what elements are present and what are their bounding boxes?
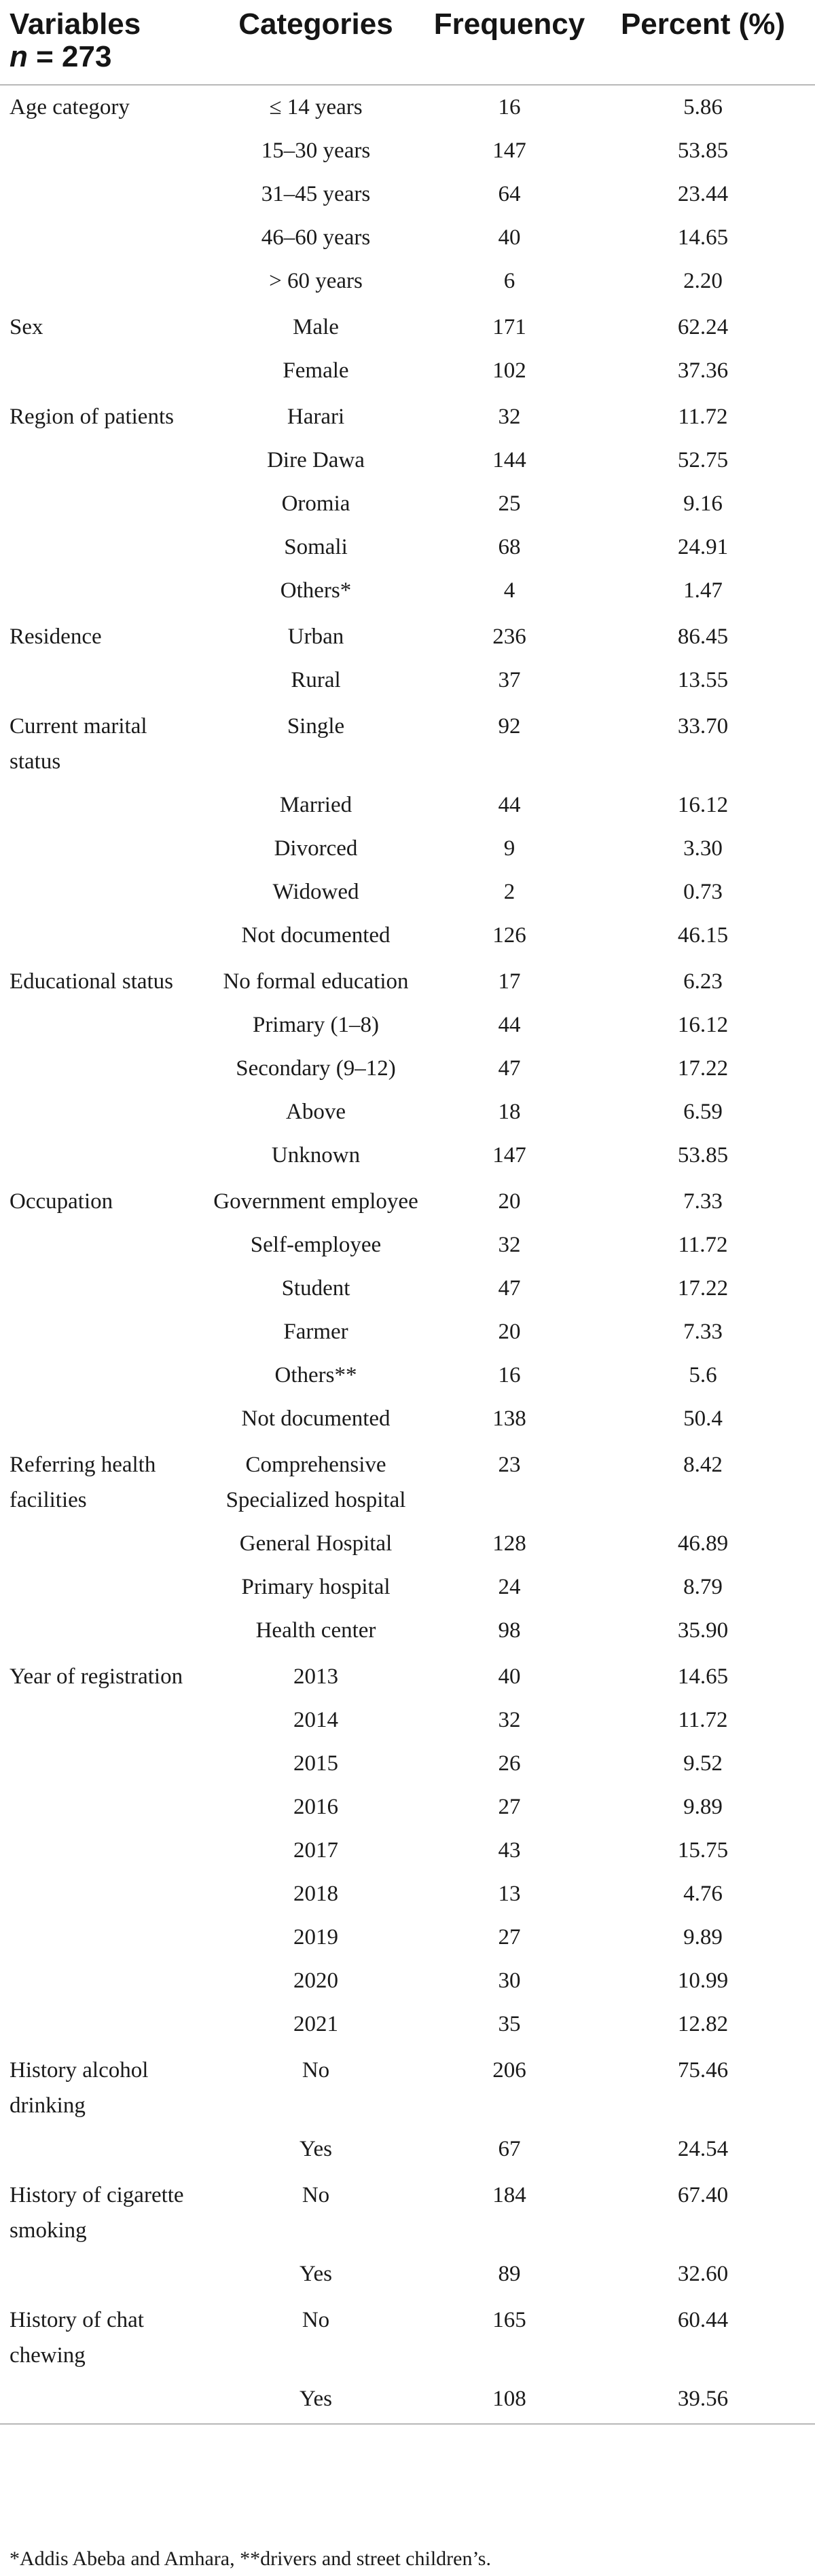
percent-cell: 8.79 xyxy=(683,1575,723,1599)
frequency-cell: 40 xyxy=(498,1664,521,1689)
table-row xyxy=(0,1565,815,1609)
table-row xyxy=(0,960,815,1003)
table-row xyxy=(0,129,815,172)
variable-name: History alcohol drinking xyxy=(10,2058,149,2118)
frequency-cell: 236 xyxy=(492,624,526,649)
variable-name xyxy=(0,1698,204,1742)
category-cell: 2015 xyxy=(293,1751,338,1776)
header-frequency: Frequency xyxy=(428,0,591,85)
table-row xyxy=(0,349,815,395)
percent-cell: 16.12 xyxy=(677,1013,729,1037)
footnote: *Addis Abeba and Amhara, **drivers and street children’s. xyxy=(10,2547,491,2570)
percent-cell: 15.75 xyxy=(677,1838,729,1863)
table-row xyxy=(0,482,815,525)
table-row xyxy=(0,2049,815,2127)
frequency-cell: 32 xyxy=(498,1233,521,1257)
variable-name xyxy=(0,1916,204,1959)
percent-cell: 67.40 xyxy=(677,2183,729,2207)
table-row xyxy=(0,1267,815,1310)
table-row xyxy=(0,216,815,259)
category-cell: Rural xyxy=(291,668,341,692)
percent-cell: 9.16 xyxy=(683,491,723,516)
category-cell: Primary hospital xyxy=(241,1575,391,1599)
percent-cell: 50.4 xyxy=(683,1406,723,1431)
frequency-cell: 17 xyxy=(498,969,521,994)
table-row xyxy=(0,1223,815,1267)
frequency-cell: 4 xyxy=(503,578,515,603)
variable-name xyxy=(0,2252,204,2298)
table-row xyxy=(0,1090,815,1134)
frequency-cell: 138 xyxy=(492,1406,526,1431)
header-variables xyxy=(0,0,204,85)
category-cell: No xyxy=(302,2308,330,2332)
frequency-cell: 68 xyxy=(498,535,521,559)
category-cell: Yes xyxy=(299,2137,333,2161)
variable-name: Current marital status xyxy=(10,714,147,774)
category-cell: 2019 xyxy=(293,1925,338,1949)
table-row xyxy=(0,1310,815,1354)
percent-cell: 13.55 xyxy=(677,668,729,692)
frequency-cell: 23 xyxy=(498,1453,521,1477)
frequency-cell: 18 xyxy=(498,1100,521,1124)
variable-name xyxy=(0,2002,204,2049)
category-cell: Not documented xyxy=(241,923,391,948)
category-cell: Oromia xyxy=(281,491,350,516)
category-cell: 2014 xyxy=(293,1708,338,1732)
category-cell: Comprehensive Specialized hospital xyxy=(225,1453,406,1512)
variable-name xyxy=(0,783,204,827)
variable-name xyxy=(0,1609,204,1655)
category-cell: > 60 years xyxy=(269,269,363,293)
frequency-cell: 6 xyxy=(503,269,515,293)
frequency-cell: 92 xyxy=(498,714,521,739)
category-cell: Not documented xyxy=(241,1406,391,1431)
frequency-cell: 206 xyxy=(492,2058,526,2083)
variable-name: Age category xyxy=(10,95,130,119)
table-row xyxy=(0,1872,815,1916)
category-cell: Others* xyxy=(280,578,352,603)
category-cell: 15–30 years xyxy=(261,138,371,163)
variable-name xyxy=(0,914,204,960)
variable-name: Occupation xyxy=(10,1189,113,1214)
category-cell: 2017 xyxy=(293,1838,338,1863)
table-row xyxy=(0,525,815,569)
variable-name: History of chat chewing xyxy=(10,2308,144,2368)
percent-cell: 23.44 xyxy=(677,182,729,206)
percent-cell: 9.52 xyxy=(683,1751,723,1776)
variable-name xyxy=(0,569,204,615)
category-cell: Others** xyxy=(274,1363,357,1387)
category-cell: Male xyxy=(293,315,339,339)
table-body xyxy=(0,85,815,2424)
table-header xyxy=(0,0,815,85)
table-row xyxy=(0,1829,815,1872)
frequency-cell: 128 xyxy=(492,1531,526,1556)
category-cell: Married xyxy=(279,793,352,817)
percent-cell: 39.56 xyxy=(591,2377,815,2424)
category-cell: Widowed xyxy=(272,880,359,904)
table-row xyxy=(0,1785,815,1829)
table-row xyxy=(0,1522,815,1565)
percent-cell: 11.72 xyxy=(678,1708,728,1732)
percent-cell: 8.42 xyxy=(683,1453,723,1477)
sample-size-label: n xyxy=(10,40,28,73)
variable-name: History of cigarette smoking xyxy=(10,2183,184,2243)
percent-cell: 10.99 xyxy=(677,1968,729,1993)
category-cell: 2013 xyxy=(293,1664,338,1689)
percent-cell: 9.89 xyxy=(683,1795,723,1819)
category-cell: Unknown xyxy=(271,1143,361,1168)
table-row xyxy=(0,783,815,827)
header-percent: Percent (%) xyxy=(591,0,815,85)
sample-size-value: = 273 xyxy=(27,40,112,73)
frequency-cell: 2 xyxy=(503,880,515,904)
category-cell: 2018 xyxy=(293,1882,338,1906)
variable-name xyxy=(0,1785,204,1829)
table-row xyxy=(0,1916,815,1959)
category-cell: Divorced xyxy=(274,836,358,861)
percent-cell: 24.91 xyxy=(677,535,729,559)
frequency-cell: 67 xyxy=(498,2137,521,2161)
category-cell: 2020 xyxy=(293,1968,338,1993)
table-row xyxy=(0,2173,815,2252)
table-row xyxy=(0,172,815,216)
variable-name xyxy=(0,1003,204,1047)
category-cell: Secondary (9–12) xyxy=(236,1056,396,1081)
variable-name xyxy=(0,129,204,172)
table-row xyxy=(0,438,815,482)
variable-name xyxy=(0,1742,204,1785)
variable-name: Region of patients xyxy=(10,405,174,429)
table-row xyxy=(0,2298,815,2377)
frequency-cell: 30 xyxy=(498,1968,521,1993)
category-cell: 2021 xyxy=(293,2012,338,2036)
percent-cell: 17.22 xyxy=(677,1276,729,1301)
table-row xyxy=(0,1698,815,1742)
table-row xyxy=(0,914,815,960)
variable-name xyxy=(0,438,204,482)
header-categories: Categories xyxy=(204,0,428,85)
table-row xyxy=(0,615,815,658)
category-cell: Single xyxy=(287,714,345,739)
table-row xyxy=(0,395,815,438)
frequency-cell: 47 xyxy=(498,1276,521,1301)
variable-name xyxy=(0,1047,204,1090)
category-cell: No xyxy=(302,2183,330,2207)
category-cell: Farmer xyxy=(283,1320,348,1344)
variable-name xyxy=(0,1565,204,1609)
table-row xyxy=(0,2252,815,2298)
percent-cell: 62.24 xyxy=(677,315,729,339)
table-row xyxy=(0,1742,815,1785)
category-cell: No formal education xyxy=(223,969,409,994)
variable-name: Referring health facilities xyxy=(10,1453,156,1512)
frequency-cell: 16 xyxy=(498,95,521,119)
variable-name xyxy=(0,1959,204,2002)
percent-cell: 5.6 xyxy=(689,1363,717,1387)
frequency-cell: 32 xyxy=(498,1708,521,1732)
header-row xyxy=(0,0,815,85)
category-cell: Female xyxy=(283,358,349,383)
frequency-cell: 35 xyxy=(498,2012,521,2036)
category-cell: Primary (1–8) xyxy=(252,1013,380,1037)
table-row xyxy=(0,1609,815,1655)
frequency-cell: 25 xyxy=(498,491,521,516)
frequency-cell: 24 xyxy=(498,1575,521,1599)
variable-name xyxy=(0,1522,204,1565)
percent-cell: 5.86 xyxy=(683,95,723,119)
percent-cell: 35.90 xyxy=(677,1618,729,1643)
frequency-cell: 47 xyxy=(498,1056,521,1081)
table-row xyxy=(0,305,815,349)
variable-name xyxy=(0,525,204,569)
percent-cell: 53.85 xyxy=(677,138,729,163)
variable-name xyxy=(0,1397,204,1443)
table-row xyxy=(0,1047,815,1090)
frequency-cell: 40 xyxy=(498,225,521,250)
percent-cell: 46.89 xyxy=(677,1531,729,1556)
percent-cell: 7.33 xyxy=(683,1320,723,1344)
percent-cell: 9.89 xyxy=(683,1925,723,1949)
percent-cell: 60.44 xyxy=(677,2308,729,2332)
percent-cell: 33.70 xyxy=(677,714,729,739)
percent-cell: 52.75 xyxy=(677,448,729,472)
category-cell: Yes xyxy=(299,2262,333,2286)
variable-name xyxy=(0,349,204,395)
table-row xyxy=(0,1354,815,1397)
category-cell: Dire Dawa xyxy=(267,448,365,472)
table-row xyxy=(0,259,815,305)
variable-name xyxy=(0,259,204,305)
frequency-cell: 144 xyxy=(492,448,526,472)
variable-name xyxy=(0,1134,204,1180)
percent-cell: 16.12 xyxy=(677,793,729,817)
table-row xyxy=(0,658,815,705)
percent-cell: 46.15 xyxy=(677,923,729,948)
category-cell: Urban xyxy=(287,624,344,649)
frequency-cell: 147 xyxy=(492,138,526,163)
table-row xyxy=(0,827,815,870)
frequency-cell: 126 xyxy=(492,923,526,948)
frequency-cell: 171 xyxy=(492,315,526,339)
variable-name: Year of registration xyxy=(10,1664,183,1689)
category-cell: 46–60 years xyxy=(261,225,371,250)
frequency-cell: 43 xyxy=(498,1838,521,1863)
category-cell: ≤ 14 years xyxy=(269,95,363,119)
percent-cell: 4.76 xyxy=(683,1882,723,1906)
variable-name xyxy=(0,1829,204,1872)
category-cell: General Hospital xyxy=(239,1531,393,1556)
variable-name xyxy=(0,658,204,705)
variable-name xyxy=(0,1354,204,1397)
variable-name xyxy=(0,216,204,259)
category-cell: 2016 xyxy=(293,1795,338,1819)
percent-cell: 75.46 xyxy=(677,2058,729,2083)
variable-name xyxy=(0,827,204,870)
frequency-cell: 26 xyxy=(498,1751,521,1776)
frequency-cell: 184 xyxy=(492,2183,526,2207)
frequency-cell: 20 xyxy=(498,1189,521,1214)
variable-name: Residence xyxy=(10,624,102,649)
percent-cell: 3.30 xyxy=(683,836,723,861)
category-cell: Above xyxy=(286,1100,346,1124)
header-sample-size xyxy=(10,41,204,73)
variable-name: Educational status xyxy=(10,969,174,994)
frequency-cell: 165 xyxy=(492,2308,526,2332)
frequency-cell: 9 xyxy=(503,836,515,861)
frequency-cell: 37 xyxy=(498,668,521,692)
table-row xyxy=(0,1003,815,1047)
percent-cell: 53.85 xyxy=(677,1143,729,1168)
percent-cell: 37.36 xyxy=(677,358,729,383)
percent-cell: 11.72 xyxy=(678,405,728,429)
percent-cell: 12.82 xyxy=(677,2012,729,2036)
variable-name xyxy=(0,2127,204,2173)
table-row xyxy=(0,870,815,914)
variable-name xyxy=(0,1872,204,1916)
frequency-cell: 98 xyxy=(498,1618,521,1643)
frequency-cell: 147 xyxy=(492,1143,526,1168)
percent-cell: 1.47 xyxy=(683,578,723,603)
frequency-cell: 89 xyxy=(498,2262,521,2286)
category-cell: Self-employee xyxy=(250,1233,382,1257)
frequency-cell: 32 xyxy=(498,405,521,429)
table-row xyxy=(0,1397,815,1443)
category-cell: Government employee xyxy=(213,1189,418,1214)
percent-cell: 17.22 xyxy=(677,1056,729,1081)
header-variables-label: Variables xyxy=(10,7,141,41)
category-cell: 31–45 years xyxy=(261,182,371,206)
frequency-cell: 44 xyxy=(498,1013,521,1037)
category-cell: No xyxy=(302,2058,330,2083)
percent-cell: 14.65 xyxy=(677,225,729,250)
category-cell: Student xyxy=(281,1276,350,1301)
variable-name xyxy=(0,172,204,216)
frequency-cell: 27 xyxy=(498,1925,521,1949)
table-row xyxy=(0,1180,815,1223)
frequency-cell: 108 xyxy=(428,2377,591,2424)
frequency-cell: 20 xyxy=(498,1320,521,1344)
percent-cell: 6.59 xyxy=(683,1100,723,1124)
percent-cell: 24.54 xyxy=(677,2137,729,2161)
variable-name xyxy=(0,1267,204,1310)
category-cell: Somali xyxy=(284,535,348,559)
variable-name xyxy=(0,1090,204,1134)
table-row xyxy=(0,2002,815,2049)
frequency-cell: 102 xyxy=(492,358,526,383)
percent-cell: 14.65 xyxy=(677,1664,729,1689)
category-cell: Yes xyxy=(204,2377,428,2424)
percent-cell: 11.72 xyxy=(678,1233,728,1257)
percent-cell: 7.33 xyxy=(683,1189,723,1214)
percent-cell: 0.73 xyxy=(683,880,723,904)
category-cell: Health center xyxy=(255,1618,376,1643)
percent-cell: 2.20 xyxy=(683,269,723,293)
variable-name xyxy=(0,870,204,914)
variable-name xyxy=(0,1223,204,1267)
frequency-cell: 27 xyxy=(498,1795,521,1819)
table-row xyxy=(0,569,815,615)
category-cell: Harari xyxy=(287,405,345,429)
variable-name xyxy=(0,1310,204,1354)
table-row xyxy=(0,1134,815,1180)
table-row xyxy=(0,85,815,129)
frequency-cell: 16 xyxy=(498,1363,521,1387)
frequency-cell: 64 xyxy=(498,182,521,206)
table-row xyxy=(0,2127,815,2173)
table-row xyxy=(0,1959,815,2002)
variable-name: Sex xyxy=(10,315,43,339)
percent-cell: 86.45 xyxy=(677,624,729,649)
variable-name xyxy=(0,482,204,525)
frequency-cell: 13 xyxy=(498,1882,521,1906)
variable-name xyxy=(0,2377,204,2424)
frequency-cell: 44 xyxy=(498,793,521,817)
percent-cell: 32.60 xyxy=(677,2262,729,2286)
table-row xyxy=(0,1443,815,1522)
table-row xyxy=(0,705,815,783)
table-row xyxy=(0,1655,815,1698)
table-row xyxy=(0,2377,815,2424)
percent-cell: 6.23 xyxy=(683,969,723,994)
